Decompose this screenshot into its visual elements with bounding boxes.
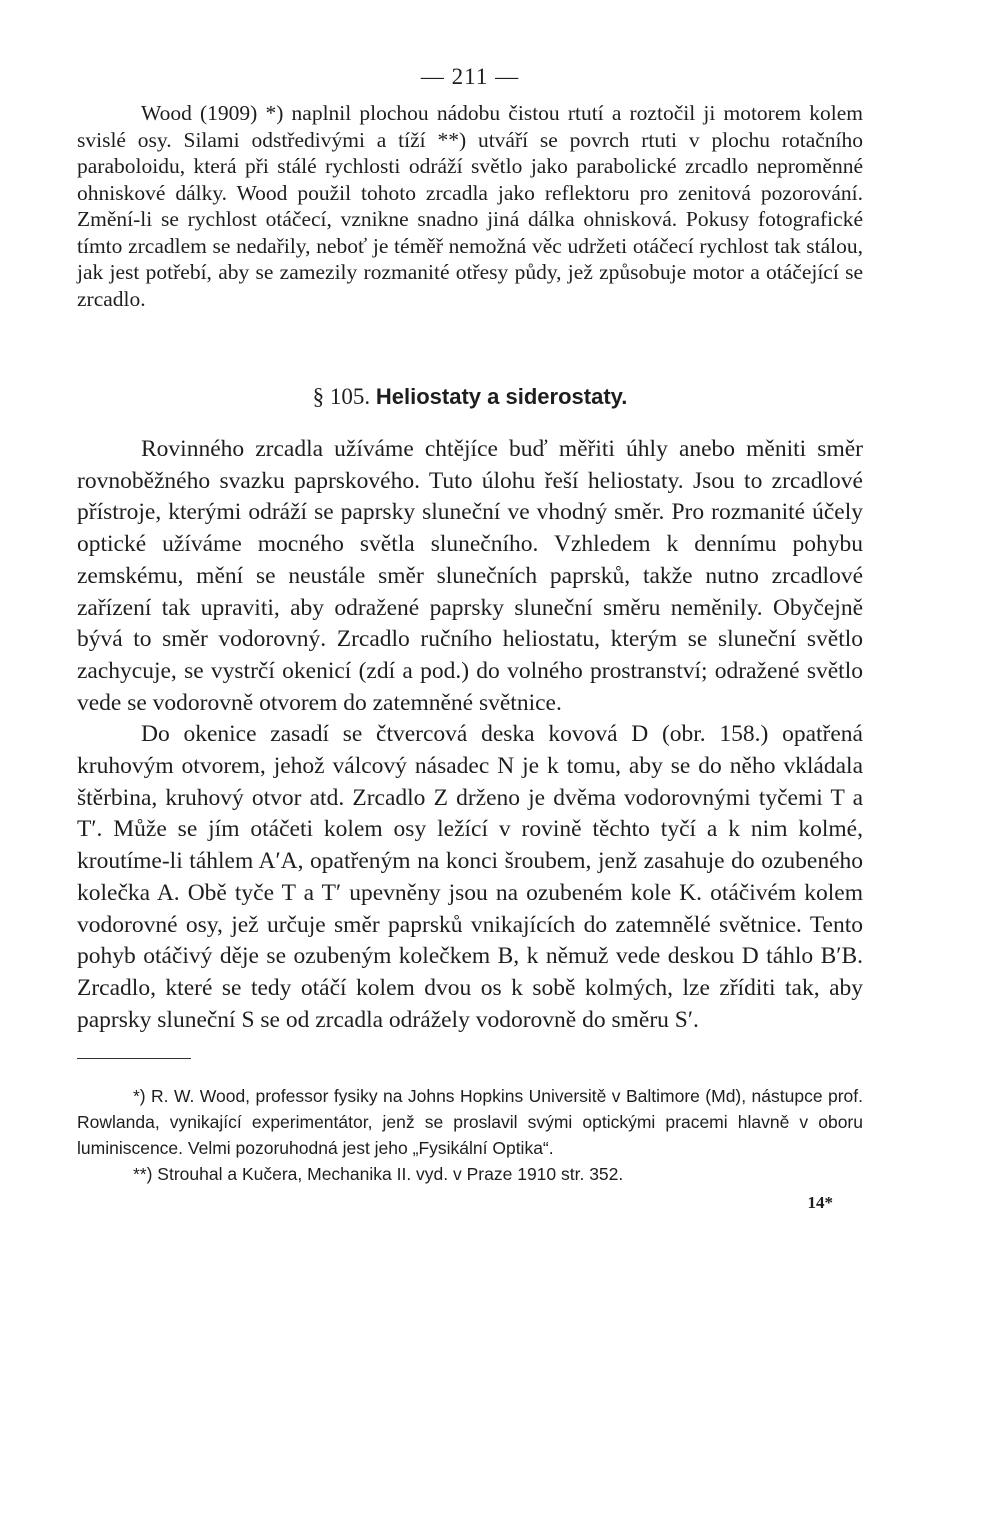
intro-paragraph: Wood (1909) *) naplnil plochou nádobu čistou rtutí a roztočil ji motorem kolem svislé osy. Silami odstředivými a tíží **) utváří se povrch rtuti v plochu rotačního paraboloidu, která při stálé rychlosti odráží světlo jako parabolické zrcadlo neproměnné ohniskové dálky. Wood použil tohoto zrcadla jako reflektoru pro zenitová pozorování. Změní-li se rychlost otáčecí, vznikne snadno jiná dálka ohnisková. Pokusy fotografické tímto zrcadlem se nedařily, neboť je téměř nemožná věc udržeti otáčecí rychlost tak stálou, jak jest potřebí, aby se zamezily rozmanité otřesy půdy, jež způsobuje motor a otáčející se zrcadlo. (77, 101, 863, 311)
main-text (77, 434, 863, 1036)
footnotes (77, 1083, 863, 1187)
page-number: — 211 — (420, 64, 520, 89)
footnote-strouhal: **) Strouhal a Kučera, Mechanika II. vyd. v Praze 1910 str. 352. (133, 1164, 624, 1185)
page (77, 60, 863, 1213)
paragraph-heliostaty: Rovinného zrcadla užíváme chtějíce buď měřiti úhly anebo měniti směr rovnoběžného svazku paprskového. Tuto úlohu řeší heliostaty. Jsou to zrcadlové přístroje, kterými odráží se paprsky sluneční ve vhodný směr. Pro rozmanité účely optické užíváme mocného světla slunečního. Vzhledem k dennímu pohybu zemskému, mění se neustále směr slunečních paprsků, takže nutno zrcadlové zařízení tak upraviti, aby odražené paprsky sluneční směru neměnily. Obyčejně bývá to směr vodorovný. Zrcadlo ručního heliostatu, kterým se sluneční světlo zachycuje, se vystrčí okenicí (zdí a pod.) do volného prostranství; odražené světlo vede se vodorovně otvorem do zatemněné světnice. (77, 436, 863, 716)
paragraph-okenice: Do okenice zasadí se čtvercová deska kovová D (obr. 158.) opatřená kruhovým otvorem, jehož válcový násadec N je k tomu, aby se do něho vkládala štěrbina, kruhový otvor atd. Zrcadlo Z drženo je dvěma vodorovnými tyčemi T a T′. Může se jím otáčeti kolem osy ležící v rovině těchto tyčí a k nim kolmé, kroutíme-li táhlem A′A, opatřeným na konci šroubem, jenž zasahuje do ozubeného kolečka A. Obě tyče T a T′ upevněny jsou na ozubeném kole K. otáčivém kolem vodorovné osy, jež určuje směr paprsků vnikajících do zatemnělé světnice. Tento pohyb otáčivý děje se ozubeným kolečkem B, k němuž vede deskou D táhlo B′B. Zrcadlo, které se tedy otáčí kolem dvou os k sobě kolmých, lze zříditi tak, aby paprsky sluneční S se od zrcadla odrážely vodorovně do směru S′. (77, 721, 863, 1033)
section-title: Heliostaty a siderostaty. (375, 384, 628, 409)
footnote-divider (77, 1058, 191, 1059)
intro-block (77, 100, 863, 312)
section-number: § 105. (312, 384, 371, 409)
signature-mark: 14* (807, 1193, 833, 1213)
footnote-wood: *) R. W. Wood, professor fysiky na Johns Hopkins Universitě v Baltimore (Md), nástupce prof. Rowlanda, vynikající experimentátor, jenž se proslavil svými optickými pracemi hlavně v oboru luminiscence. Velmi pozoruhodná jest jeho „Fysikální Optika“. (77, 1086, 863, 1159)
section-heading (77, 382, 863, 412)
